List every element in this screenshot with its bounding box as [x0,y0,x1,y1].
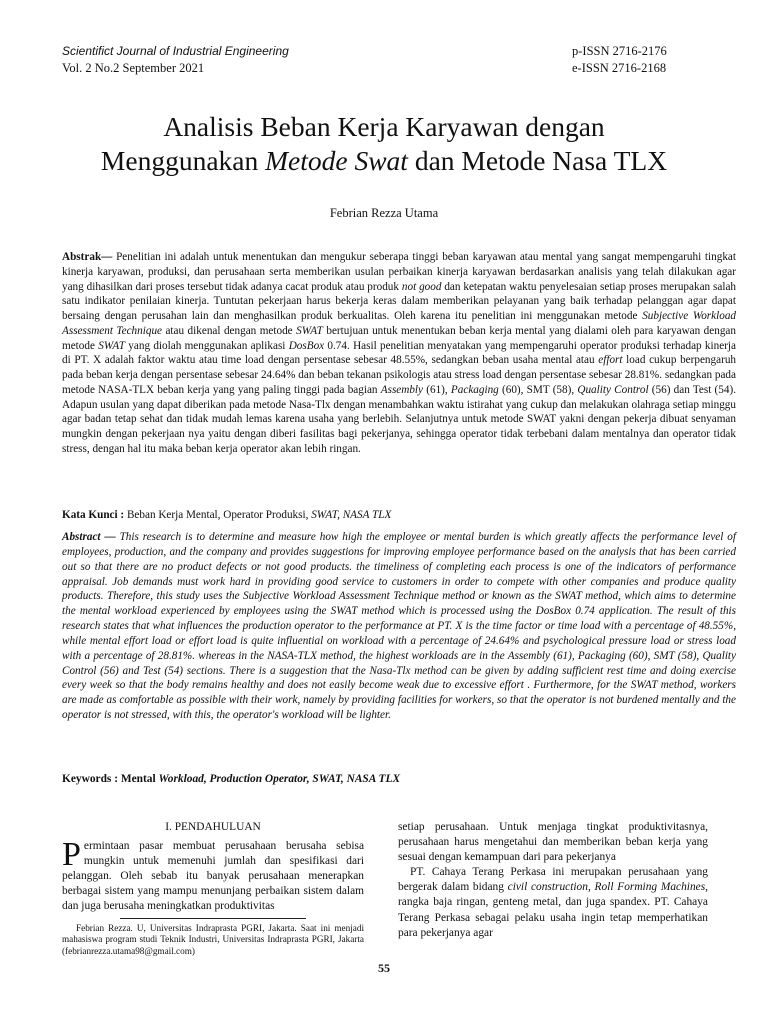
volume-info: Vol. 2 No.2 September 2021 [62,61,205,75]
abstrak-italic: not good [401,280,442,293]
abstrak-text: (60), SMT (58), [498,383,578,396]
abstrak-text: load cukup berpengaruh pada beban kerja dengan persentase sebesar 24.64% dan beban tekanan psikologis atau stress load dengan persentase sebesar 28.81%. sedangkan pada metode NASA-TLX beban kerja yang yang paling tinggi pada bagian [62,354,737,396]
abstrak-italic: Packaging [450,383,499,396]
kata-kunci-label: Kata Kunci : [62,509,125,521]
abstract-paragraph [62,530,736,723]
intro-paragraph [62,836,364,914]
abstrak-text: dan ketepatan waktu penyelesaian setiap proses merupakan salah satu indikator penilaian kinerja. Tuntutan pekerjaan harus bekerja keras dalam memberikan pelayanan yang baik terhadap pelanggan agar dapat bersaing dengan perusahan lain dan menghasilkan produk berkualitas. Oleh karena itu penelitian ini menggunakan metode [62,280,737,322]
title-text: dan Metode Nasa TLX [407,145,668,176]
footnote-divider [120,918,306,919]
section-heading: I. PENDAHULUAN [165,821,261,833]
right-text: , rangka baja ringan, genteng metal, dan juga spandex. PT. Cahaya Terang Perkasa sebagai pelaku usaha ingin tetap memperhatikan para pekerjanya agar [398,881,708,939]
page-number: 55 [378,961,390,975]
pissn: p-ISSN 2716-2176 [572,44,667,58]
right-paragraph-2 [398,865,708,940]
abstrak-italic: Quality Control [577,383,649,396]
kata-kunci-italic: SWAT, NASA TLX [311,509,392,521]
right-paragraph-1: setiap perusahaan. Untuk menjaga tingkat produktivitasnya, perusahaan harus mengetahui dan memberikan beban kerja yang sesuai dengan kemampuan dari para pekerjanya [398,821,708,864]
kata-kunci-text: Beban Kerja Mental, Operator Produksi, [124,509,312,521]
title-italic: Metode Swat [265,145,408,176]
abstrak-italic: SWAT [98,339,125,352]
kata-kunci [62,509,736,521]
abstrak-paragraph [62,250,736,457]
right-text: , [587,881,595,894]
abstrak-text: yang diolah menggunakan aplikasi [125,339,289,352]
author-name: Febrian Rezza Utama [329,206,439,220]
keywords-italic: Workload, Production Operator, SWAT, NASA TLX [158,773,401,785]
keywords-label: Keywords : Mental [62,773,159,785]
title-line-1: Analisis Beban Kerja Karyawan dengan [163,111,605,142]
drop-cap: P [62,836,81,874]
abstrak-italic: DosBox [288,339,325,352]
abstrak-text: (56) dan Test (54). Adapun usulan yang dapat diberikan pada metode Nasa-Tlx dengan menambahkan waktu istirahat yang cukup dan melakukan olahraga setiap minggu agar badan tetap sehat dan tidak mudah lemas karena usaha yang berlebih. Selanjutnya untuk metode SWAT yakni dengan pekerja dibuat senyaman mungkin dengan pekerjaan nya yaitu dengan diberi fasilitas bagi pekerjanya, sehingga operator tidak terbebani dalam mentalnya dan operator tidak stress, dengan hal itu maka beban kerja operator akan lebih ringan. [62,383,736,455]
abstrak-text: Penelitian ini adalah untuk menentukan dan mengukur seberapa tinggi beban karyawan atau mental yang sangat mempengaruhi tingkat kinerja karyawan, produksi, dan perusahaan serta memberikan usulan perbaikan kinerja karyawan berdasarkan analisis yang telah dilakukan agar yang dihasilkan dari proses tersebut tidak adanya cacat produk atau produk [62,251,736,293]
abstrak-text: (61), [423,383,451,396]
intro-text: ermintaan pasar membuat perusahaan berusaha sebisa mungkin untuk memenuhi jumlah dan spesifikasi dari pelanggan. Oleh sebab itu banyak perusahaan menerapkan berbagai sistem yang mampu menunjang perbaikan sistem dalam dan juga berusaha meningkatkan produktivitas [62,840,364,913]
abstract-text: This research is to determine and measure how high the employee or mental burden is which greatly affects the performance level of employees, production, and the company and provides suggestions for improving employee performance based on the analysis that has been carried out so that there are no product defects or not good products. the timeliness of completing each process is one of the indicators of performance appraisal. Job demands must work hard in providing good service to customers in order to compete with other companies and produce quality products. Therefore, this study uses the Subjective Workload Assessment Technique method or known as the SWAT method, which aims to determine the mental workload experienced by employees using the SWAT method which is processed using the DosBox 0.74 application. The result of this research states that what influences the production operator to the performance at PT. X is the time factor or time load with a percentage of 48.55%, while mental effort load or effort load is quite influential on workload with a percentage of 24.64% and psychological pressure load or stress load with a percentage of 28.81%. whereas in the NASA-TLX method, the highest workloads are in the Assembly (61), Packaging (60), SMT (58), Quality Control (56) and Test (54) sections. There is a suggestion that the Nasa-Tlx method can be given by adding sufficient rest time and doing exercise every week so that the body remains healthy and does not easily become weak due to excessive effort . Furthermore, for the SWAT method, workers are made as comfortable as possible with their work, namely by providing facilities for workers, so that the operator is not burdened mentally and the operator is not stressed, with this, the operator's workload will be lighter. [62,531,736,722]
right-italic: Roll Forming Machines [594,881,706,894]
abstrak-italic: Assembly [380,383,424,396]
issn-block [572,43,667,77]
abstrak-italic: effort [598,354,623,367]
title-text: Menggunakan [100,145,266,176]
journal-name: Scientifict Journal of Industrial Engineering [62,44,289,58]
left-column [62,820,364,915]
abstrak-text: bertujuan untuk menentukan beban kerja mental yang dialami oleh para karyawan dengan metode [62,324,736,352]
right-italic: civil construction [507,881,588,894]
keywords [62,773,736,785]
journal-header [62,43,289,77]
title-line-2 [40,144,728,178]
right-column [398,820,708,941]
abstrak-text: atau dikenal dengan metode [162,324,297,337]
abstrak-italic: SWAT [296,324,323,337]
abstrak-label: Abstrak— [62,251,113,263]
eissn: e-ISSN 2716-2168 [572,61,667,75]
paper-title [40,110,728,178]
footnote: Febrian Rezza. U, Universitas Indraprasta PGRI, Jakarta. Saat ini menjadi mahasiswa program studi Teknik Industri, Universitas Indraprasta PGRI, Jakarta (febrianrezza.utama98@gmail.com) [62,923,364,956]
right-text: PT. Cahaya Terang Perkasa ini merupakan perusahaan yang bergerak dalam bidang [398,866,708,894]
abstrak-italic: Subjective Workload Assessment Technique [62,310,737,337]
abstract-label: Abstract — [62,531,116,543]
abstrak-text: 0.74. Hasil penelitian menyatakan yang mempengaruhi operator produksi terhadap kinerja di PT. X adalah faktor waktu atau time load dengan persentase sebesar 48.55%, sedangkan beban usaha mental atau [62,339,736,367]
